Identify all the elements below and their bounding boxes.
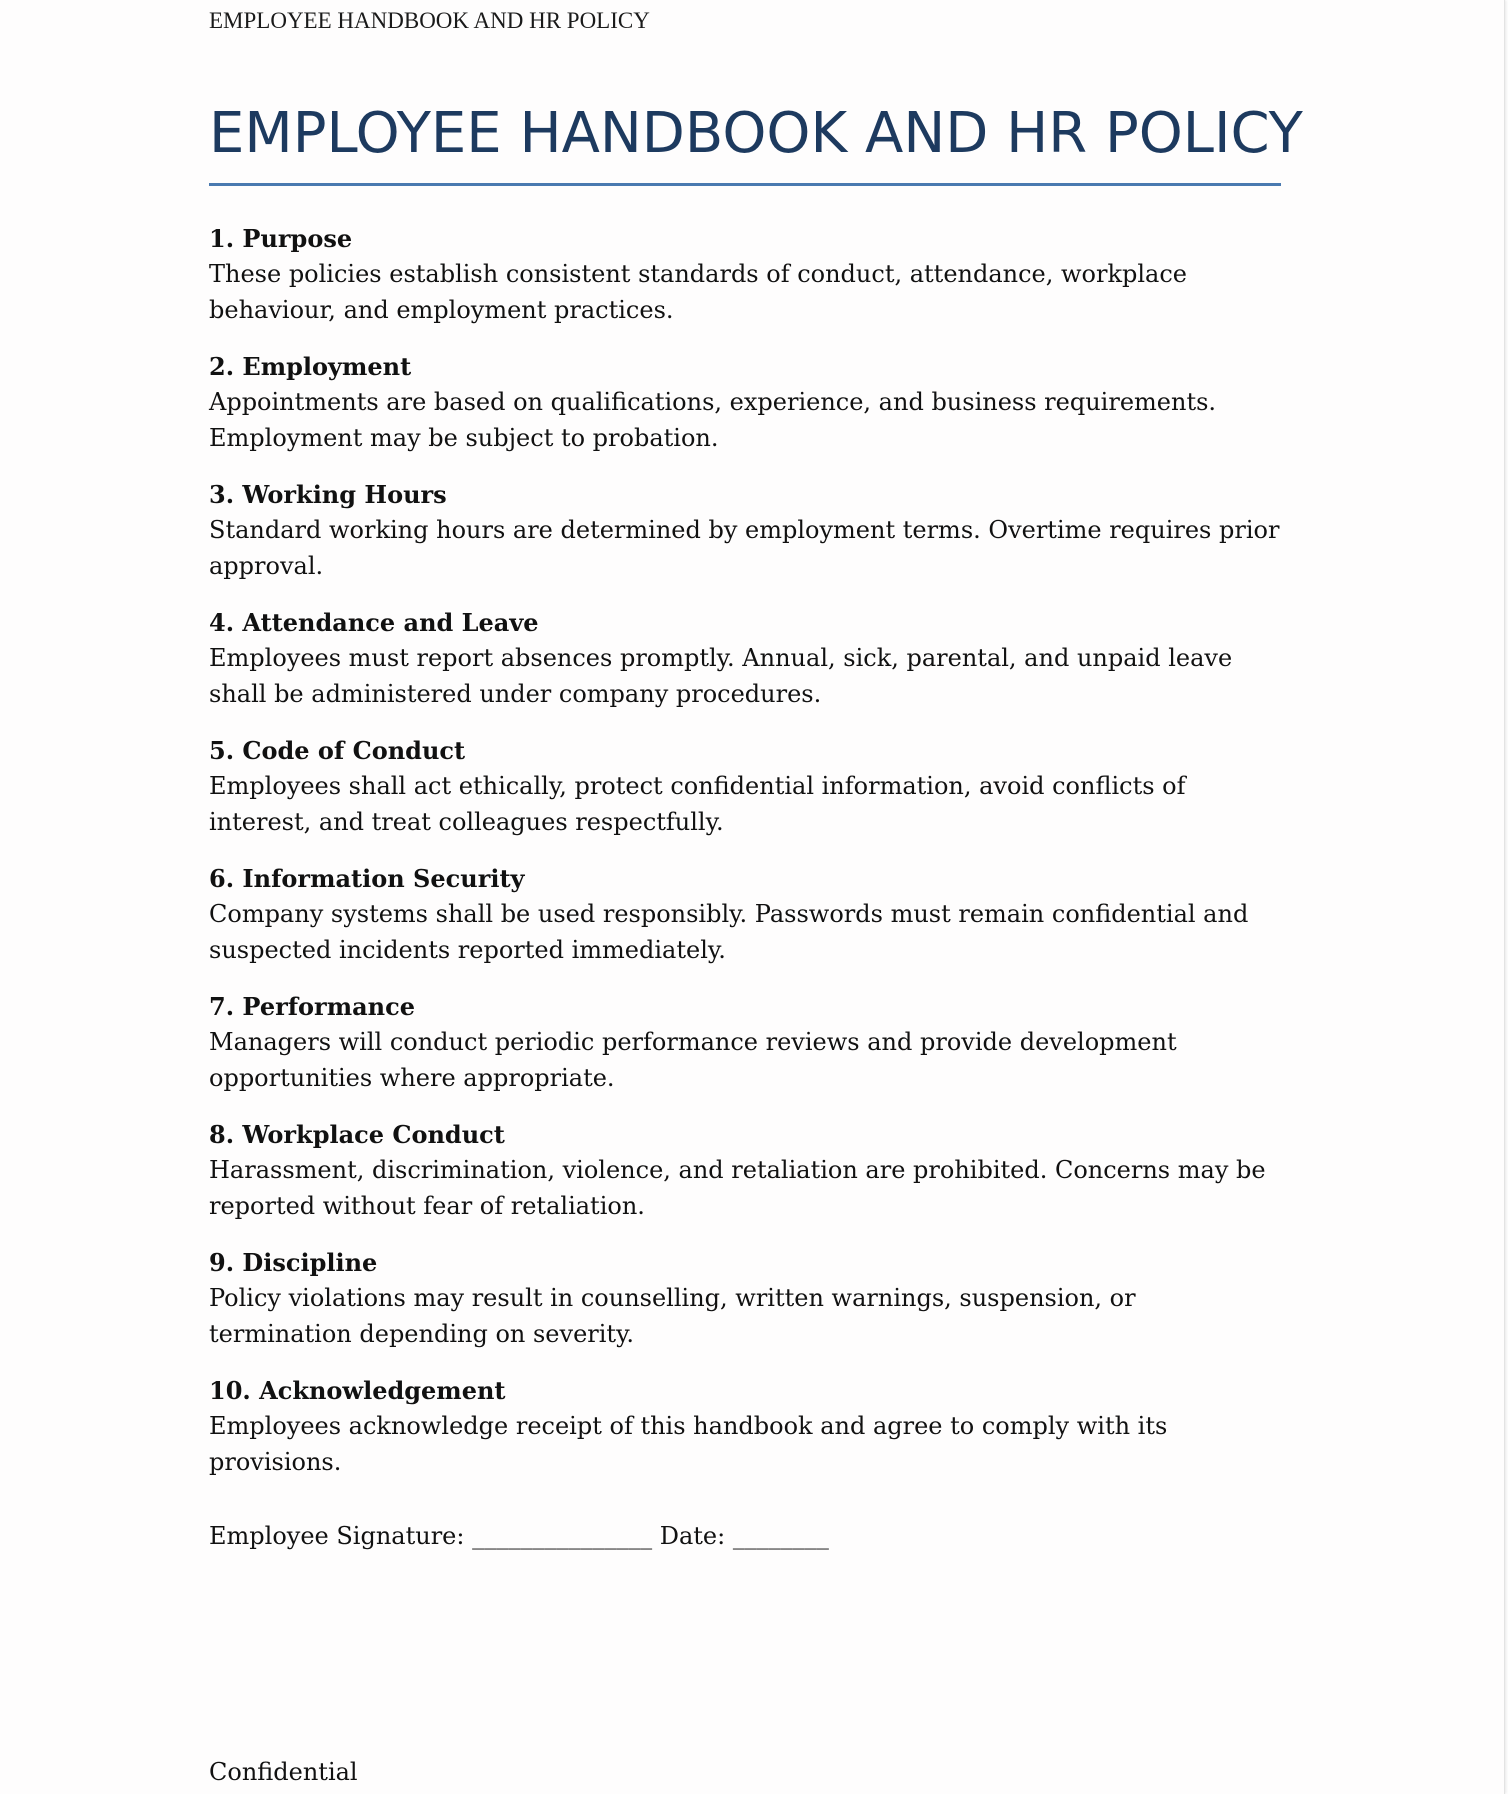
policy-sections xyxy=(209,222,1281,1502)
section-heading: 4. Attendance and Leave xyxy=(209,608,539,637)
section-heading: 6. Information Security xyxy=(209,864,525,893)
footer-confidential: Confidential xyxy=(209,1758,358,1786)
section-heading: 2. Employment xyxy=(209,352,412,381)
section-workplace-conduct xyxy=(209,1118,1281,1224)
section-working-hours xyxy=(209,478,1281,584)
section-body: Employees acknowledge receipt of this handbook and agree to comply with its provisions. xyxy=(209,1412,1168,1476)
section-acknowledgement xyxy=(209,1374,1281,1480)
section-attendance-leave xyxy=(209,606,1281,712)
section-body: Managers will conduct periodic performance reviews and provide development opportunities where appropriate. xyxy=(209,1028,1177,1092)
section-purpose xyxy=(209,222,1281,328)
section-heading: 7. Performance xyxy=(209,992,415,1021)
section-information-security xyxy=(209,862,1281,968)
running-header: EMPLOYEE HANDBOOK AND HR POLICY xyxy=(209,8,650,33)
section-body: Standard working hours are determined by employment terms. Overtime requires prior approval. xyxy=(209,516,1280,580)
section-heading: 5. Code of Conduct xyxy=(209,736,466,765)
section-heading: 10. Acknowledgement xyxy=(209,1376,506,1405)
section-performance xyxy=(209,990,1281,1096)
section-body: Employees must report absences promptly. Annual, sick, parental, and unpaid leave shall be administered under company procedures. xyxy=(209,644,1233,708)
section-heading: 3. Working Hours xyxy=(209,480,447,509)
section-employment xyxy=(209,350,1281,456)
section-heading: 9. Discipline xyxy=(209,1248,378,1277)
section-heading: 1. Purpose xyxy=(209,224,353,253)
section-code-of-conduct xyxy=(209,734,1281,840)
section-heading: 8. Workplace Conduct xyxy=(209,1120,505,1149)
signature-date-line: Employee Signature: _______________ Date: ________ xyxy=(209,1522,829,1550)
section-body: Employees shall act ethically, protect confidential information, avoid conflicts of interest, and treat colleagues respectfully. xyxy=(209,772,1186,836)
section-body: Appointments are based on qualifications, experience, and business requirements. Employment may be subject to probation. xyxy=(209,388,1217,452)
title-underline-rule xyxy=(209,183,1281,186)
section-body: Policy violations may result in counselling, written warnings, suspension, or termination depending on severity. xyxy=(209,1284,1136,1348)
section-body: These policies establish consistent standards of conduct, attendance, workplace behaviour, and employment practices. xyxy=(209,260,1188,324)
section-body: Harassment, discrimination, violence, and retaliation are prohibited. Concerns may be reported without fear of retaliation. xyxy=(209,1156,1266,1220)
section-discipline xyxy=(209,1246,1281,1352)
section-body: Company systems shall be used responsibly. Passwords must remain confidential and suspected incidents reported immediately. xyxy=(209,900,1249,964)
document-title: EMPLOYEE HANDBOOK AND HR POLICY xyxy=(209,101,1303,166)
